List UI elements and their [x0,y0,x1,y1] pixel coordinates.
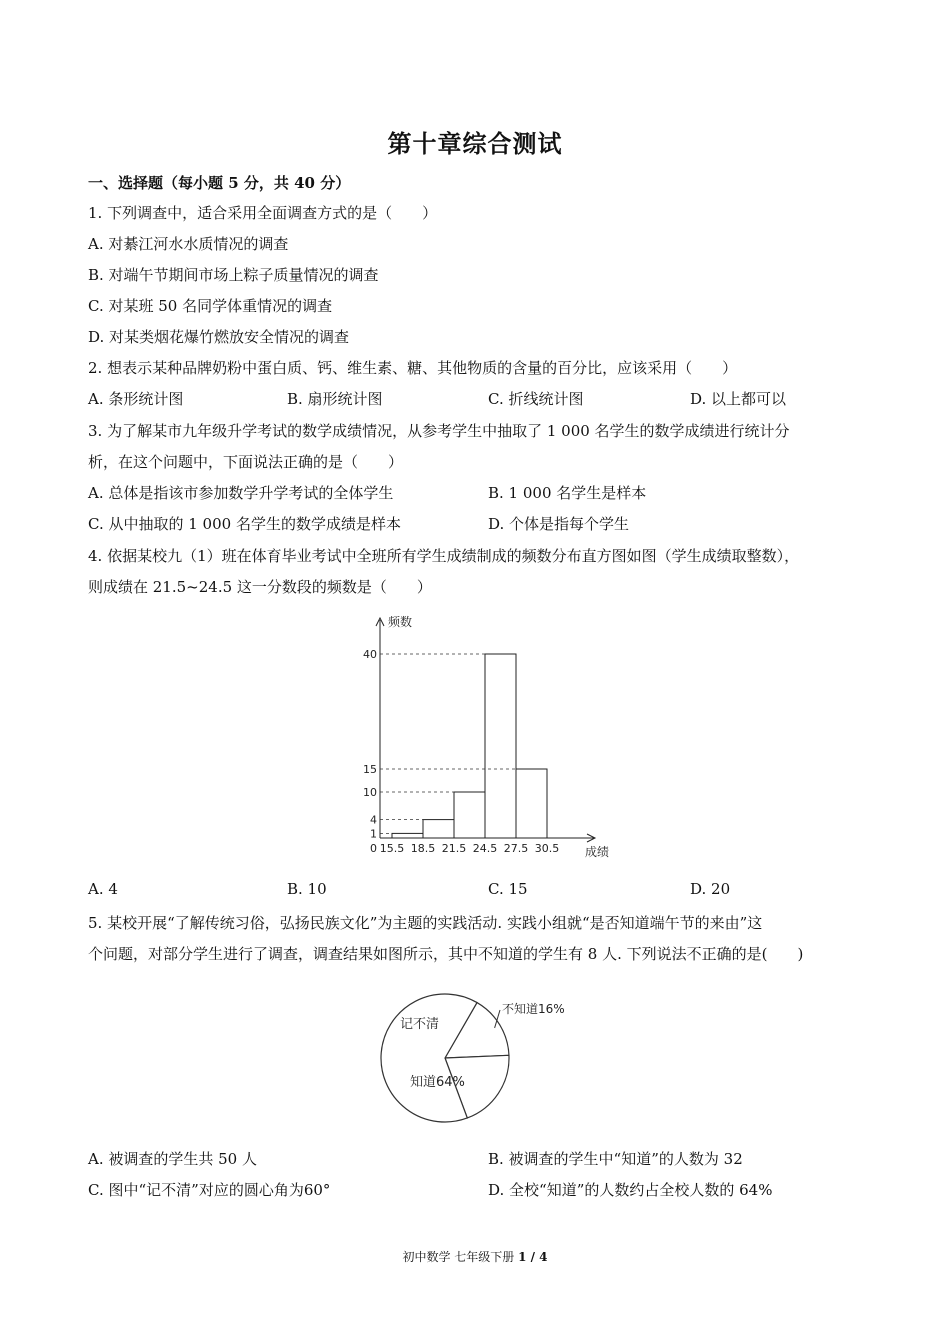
question-3-option-d: D. 个体是指每个学生 [488,515,630,533]
pie-label-unsure: 记不清 [400,1017,440,1032]
section-heading: 一、选择题（每小题 5 分，共 40 分） [88,174,351,192]
x-tick-label: 27.5 [503,842,529,855]
question-5-option-c: C. 图中“记不清”对应的圆心角为60° [88,1181,331,1199]
histogram-chart [355,610,615,862]
histogram-bar [392,833,423,838]
question-1-option-d: D. 对某类烟花爆竹燃放安全情况的调查 [88,328,350,346]
pie-label-unknown: 不知道16% [502,1002,565,1016]
question-3-option-a: A. 总体是指该市参加数学升学考试的全体学生 [88,484,394,502]
pie-label-know: 知道64% [410,1075,465,1090]
pie-chart [370,990,600,1125]
x-axis-label: 成绩 [585,845,610,859]
x-tick-label: 21.5 [441,842,467,855]
question-5-option-b: B. 被调查的学生中“知道”的人数为 32 [488,1150,743,1168]
page-title: 第十章综合测试 [387,129,563,158]
question-2-text: 2. 想表示某种品牌奶粉中蛋白质、钙、维生素、糖、其他物质的含量的百分比，应该采用（ ） [88,359,738,377]
question-4-text-line-2: 则成绩在 21.5~24.5 这一分数段的频数是（ ） [88,578,432,596]
x-tick-label: 18.5 [410,842,436,855]
footer-text: 初中数学 七年级下册 [402,1250,519,1264]
histogram-bar [516,769,547,838]
question-4-text-line-1: 4. 依据某校九（1）班在体育毕业考试中全班所有学生成绩制成的频数分布直方图如图（学生成绩取整数）， [88,547,800,565]
y-tick-label: 4 [370,813,377,827]
x-tick-label: 30.5 [534,842,560,855]
question-1-option-c: C. 对某班 50 名同学体重情况的调查 [88,297,333,315]
origin-label: 0 [370,842,377,855]
x-tick-label: 24.5 [472,842,498,855]
question-5-option-d: D. 全校“知道”的人数约占全校人数的 64% [488,1181,773,1199]
question-4-option-b: B. 10 [287,880,327,898]
x-tick-label: 15.5 [379,842,405,855]
question-1-text: 1. 下列调查中，适合采用全面调查方式的是（ ） [88,204,438,222]
question-5-text-line-1: 5. 某校开展“了解传统习俗，弘扬民族文化”为主题的实践活动. 实践小组就“是否知道端午节的来由”这 [88,914,763,932]
question-3-option-b: B. 1 000 名学生是样本 [488,484,647,502]
y-tick-label: 15 [363,763,377,776]
histogram-bar [454,792,485,838]
histogram-bar [485,654,516,838]
page-number: 1 / 4 [518,1250,548,1264]
question-3-option-c: C. 从中抽取的 1 000 名学生的数学成绩是样本 [88,515,401,533]
question-5-option-a: A. 被调查的学生共 50 人 [88,1150,257,1168]
question-2-option-c: C. 折线统计图 [488,390,584,408]
question-2-option-b: B. 扇形统计图 [287,390,383,408]
question-1-option-a: A. 对綦江河水水质情况的调查 [88,235,289,253]
question-4-option-a: A. 4 [88,880,118,898]
y-tick-label: 40 [363,648,377,661]
page-footer [0,1248,950,1265]
question-3-text-line-2: 析，在这个问题中，下面说法正确的是（ ） [88,453,404,471]
question-1-option-b: B. 对端午节期间市场上粽子质量情况的调查 [88,266,379,284]
question-5-text-line-2: 个问题，对部分学生进行了调查，调查结果如图所示，其中不知道的学生有 8 人. 下列说法不正确的是( ) [88,945,804,963]
y-tick-label: 10 [363,786,377,799]
question-3-text-line-1: 3. 为了解某市九年级升学考试的数学成绩情况，从参考学生中抽取了 1 000 名学生的数学成绩进行统计分 [88,422,790,440]
question-2-option-a: A. 条形统计图 [88,390,184,408]
question-2-option-d: D. 以上都可以 [690,390,787,408]
y-tick-label: 1 [370,827,377,841]
question-4-option-c: C. 15 [488,880,528,898]
question-4-option-d: D. 20 [690,880,731,898]
y-axis-label: 频数 [388,615,413,629]
histogram-bar [423,820,454,838]
